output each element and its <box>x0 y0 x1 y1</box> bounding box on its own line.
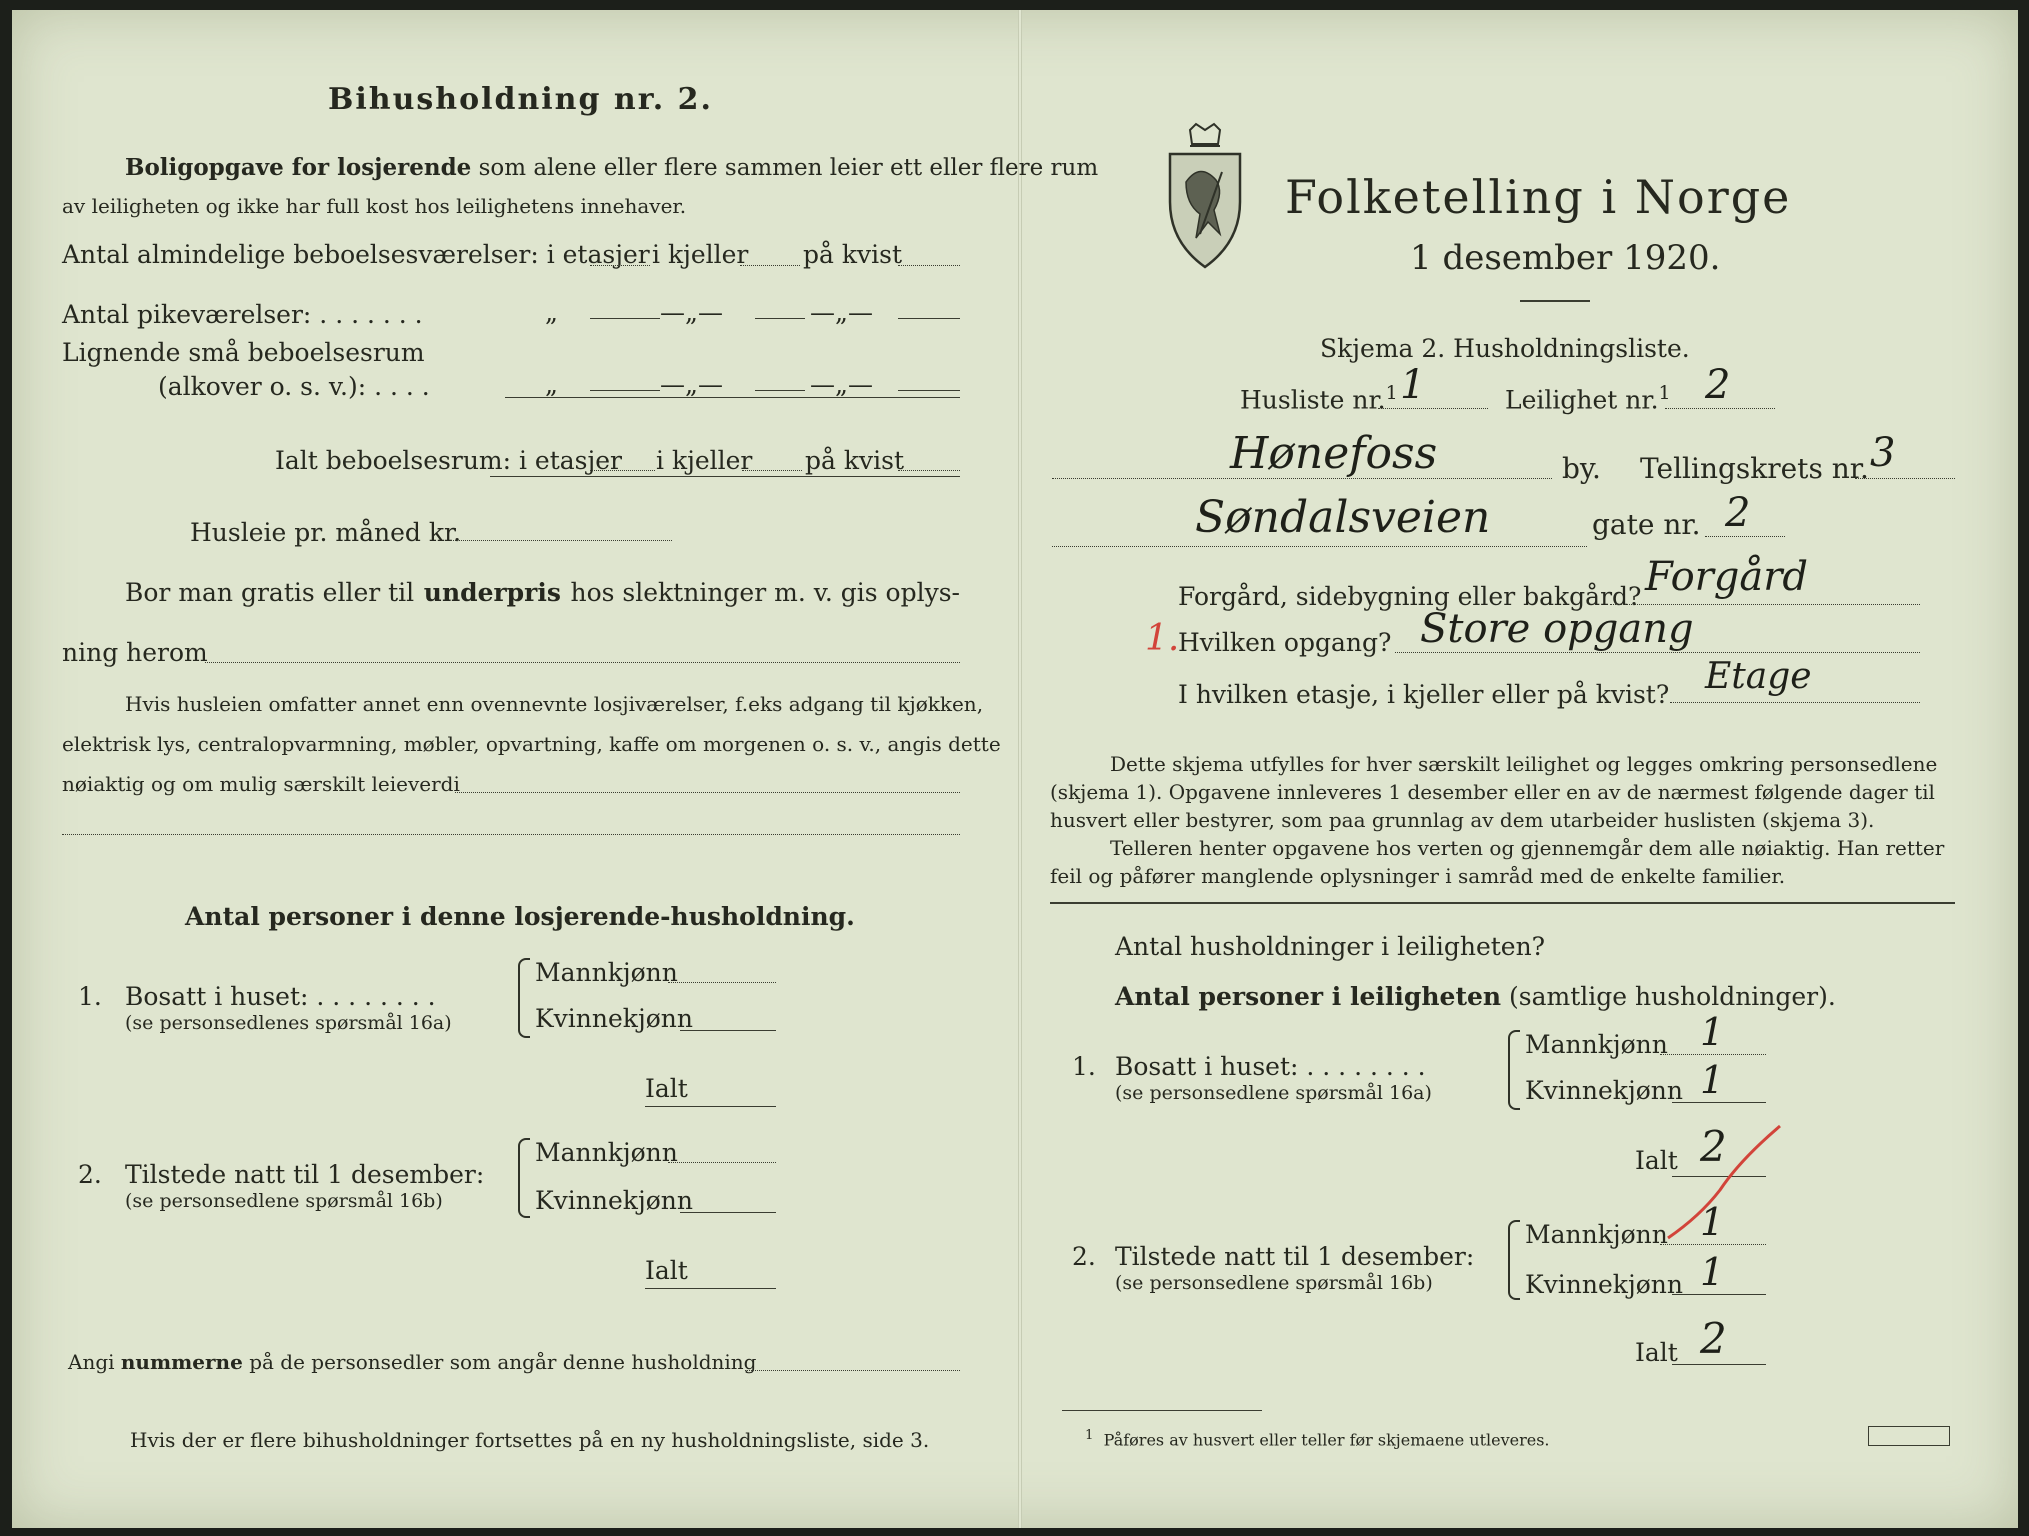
left-persons-heading: Antal personer i denne losjerende-husholdning. <box>185 902 855 931</box>
rooms-cellar-label: i kjeller <box>652 240 749 269</box>
house-list-value[interactable]: 1 <box>1400 362 1426 408</box>
right-q2-total-field <box>1672 1364 1766 1365</box>
street-number-value[interactable]: 2 <box>1725 490 1751 536</box>
maid-rooms-label: Antal pikeværelser: . . . . . . . <box>62 300 423 329</box>
right-q1-female-label: Kvinnekjønn <box>1525 1076 1683 1105</box>
right-q1-total-label: Ialt <box>1635 1146 1678 1175</box>
right-q1-number: 1. <box>1072 1052 1096 1081</box>
footnote-rule <box>1062 1410 1262 1411</box>
total-cellar-field[interactable] <box>742 470 802 471</box>
left-q2-total-field[interactable] <box>645 1288 776 1289</box>
right-q2-brace <box>1508 1220 1520 1300</box>
rooms-attic-field[interactable] <box>898 265 960 266</box>
left-q1-total-label: Ialt <box>645 1074 688 1103</box>
census-date: 1 desember 1920. <box>1410 238 1721 278</box>
left-q1-number: 1. <box>78 982 102 1011</box>
entrance-value[interactable]: Store opgang <box>1420 606 1694 652</box>
small-etasjer-field[interactable] <box>590 390 660 391</box>
left-q1-brace <box>518 958 530 1038</box>
building-value[interactable]: Forgård <box>1645 554 1808 600</box>
right-q2-female-label: Kvinnekjønn <box>1525 1270 1683 1299</box>
left-q2-label: Tilstede natt til 1 desember: <box>125 1160 485 1189</box>
right-q2-male-value[interactable]: 1 <box>1700 1200 1725 1244</box>
rooms-etasjer-field[interactable] <box>590 265 650 266</box>
district-value[interactable]: 3 <box>1870 430 1896 476</box>
building-label: Forgård, sidebygning eller bakgård? <box>1178 582 1642 611</box>
city-value[interactable]: Hønefoss <box>1230 428 1438 479</box>
includes-line-3: nøiaktig og om mulig særskilt leieverdi <box>62 772 460 796</box>
right-q1-male-value[interactable]: 1 <box>1700 1010 1725 1054</box>
red-check-mark-icon <box>1660 1120 1790 1240</box>
right-q2-male-label: Mannkjønn <box>1525 1220 1668 1249</box>
right-q1-female-value[interactable]: 1 <box>1700 1058 1725 1102</box>
total-rooms-underline <box>490 476 960 477</box>
rent-field[interactable] <box>450 540 672 541</box>
apartment-value[interactable]: 2 <box>1705 362 1731 408</box>
total-rooms-label: Ialt beboelsesrum: i etasjer <box>275 446 623 475</box>
includes-line-1: Hvis husleien omfatter annet enn ovennevnte losjiværelser, f.eks adgang til kjøkken, <box>125 692 984 716</box>
right-q2-number: 2. <box>1072 1242 1096 1271</box>
left-q2-male-field[interactable] <box>668 1162 776 1163</box>
maid-ditto-2: —„— <box>660 298 723 327</box>
small-rooms-label-1: Lignende små beboelsesrum <box>62 338 425 367</box>
building-field <box>1610 604 1920 605</box>
entrance-field <box>1395 652 1920 653</box>
total-attic-label: på kvist <box>805 446 904 475</box>
right-q2-total-value[interactable]: 2 <box>1700 1314 1727 1363</box>
total-cellar-label: i kjeller <box>656 446 753 475</box>
total-etasjer-field[interactable] <box>590 470 655 471</box>
intro-line-2: av leiligheten og ikke har full kost hos leilighetens innehaver. <box>62 194 687 218</box>
left-q2-brace <box>518 1138 530 1218</box>
red-pencil-mark: 1. <box>1145 618 1180 659</box>
right-q1-male-label: Mannkjønn <box>1525 1030 1668 1059</box>
maid-ditto-1: „ <box>545 298 558 327</box>
right-title: Folketelling i Norge <box>1285 170 1792 224</box>
floor-value[interactable]: Etage <box>1705 656 1812 697</box>
apartment-field <box>1665 408 1775 409</box>
free-line-1: Bor man gratis eller til underpris hos slektninger m. v. gis oplys- <box>125 578 960 607</box>
includes-field-1[interactable] <box>455 792 960 793</box>
left-q1-label: Bosatt i huset: . . . . . . . . <box>125 982 436 1011</box>
street-value[interactable]: Søndalsveien <box>1195 492 1491 543</box>
left-title: Bihusholdning nr. 2. <box>328 82 713 117</box>
city-label: by. <box>1562 452 1601 485</box>
house-list-field <box>1378 408 1488 409</box>
house-list-label: Husliste nr.$^1$ <box>1240 382 1398 415</box>
rooms-cellar-field[interactable] <box>740 265 800 266</box>
left-q2-total-label: Ialt <box>645 1256 688 1285</box>
footnote: $^1$ Påføres av husvert eller teller før skjemaene utleveres. <box>1085 1428 1550 1450</box>
left-q1-male-field[interactable] <box>668 982 776 983</box>
right-q1-brace <box>1508 1030 1520 1110</box>
small-attic-field[interactable] <box>898 390 960 391</box>
includes-field-2[interactable] <box>62 834 960 835</box>
left-q1-sub: (se personsedlenes spørsmål 16a) <box>125 1012 452 1034</box>
right-q1-sub: (se personsedlene spørsmål 16a) <box>1115 1082 1432 1104</box>
right-persons-heading: Antal personer i leiligheten (samtlige husholdninger). <box>1115 982 1836 1011</box>
section-rule <box>1050 902 1955 904</box>
maid-attic-field[interactable] <box>898 318 960 319</box>
numbers-line: Angi nummerne på de personsedler som angår denne husholdning <box>68 1350 757 1374</box>
small-ditto-2: —„— <box>660 370 723 399</box>
left-q1-female-field[interactable] <box>680 1030 776 1031</box>
left-q2-male-label: Mannkjønn <box>535 1138 678 1167</box>
right-q1-total-value[interactable]: 2 <box>1700 1122 1727 1171</box>
households-label: Antal husholdninger i leiligheten? <box>1115 932 1546 961</box>
small-rooms-underline <box>505 397 960 398</box>
right-q2-total-label: Ialt <box>1635 1338 1678 1367</box>
left-q1-male-label: Mannkjønn <box>535 958 678 987</box>
floor-label: I hvilken etasje, i kjeller eller på kvist? <box>1178 680 1670 709</box>
apartment-label: Leilighet nr.$^1$ <box>1505 382 1671 415</box>
right-q2-female-field <box>1672 1294 1766 1295</box>
rent-label: Husleie pr. måned kr. <box>190 518 462 547</box>
page-fold <box>1018 10 1022 1528</box>
street-label: gate nr. <box>1592 508 1701 541</box>
right-q1-label: Bosatt i huset: . . . . . . . . <box>1115 1052 1426 1081</box>
small-ditto-3: —„— <box>810 370 873 399</box>
right-q2-female-value[interactable]: 1 <box>1700 1250 1725 1294</box>
right-q2-male-field <box>1660 1244 1766 1245</box>
floor-field <box>1670 702 1920 703</box>
right-q2-label: Tilstede natt til 1 desember: <box>1115 1242 1475 1271</box>
maid-etasjer-field[interactable] <box>590 318 660 319</box>
norwegian-coat-of-arms-icon <box>1160 122 1250 272</box>
entrance-label: Hvilken opgang? <box>1178 628 1392 657</box>
maid-ditto-3: —„— <box>810 298 873 327</box>
left-q2-female-label: Kvinnekjønn <box>535 1186 693 1215</box>
rooms-label: Antal almindelige beboelsesværelser: i etasjer <box>62 240 650 269</box>
numbers-field[interactable] <box>745 1370 960 1371</box>
left-footer: Hvis der er flere bihusholdninger fortsettes på en ny husholdningsliste, side 3. <box>130 1428 930 1452</box>
title-rule <box>1520 300 1590 302</box>
small-cellar-field[interactable] <box>755 390 805 391</box>
left-q1-female-label: Kvinnekjønn <box>535 1004 693 1033</box>
small-ditto-1: „ <box>545 370 558 399</box>
left-q2-sub: (se personsedlene spørsmål 16b) <box>125 1190 443 1212</box>
free-field[interactable] <box>205 662 960 663</box>
right-q2-sub: (se personsedlene spørsmål 16b) <box>1115 1272 1433 1294</box>
street-number-field <box>1705 536 1785 537</box>
street-field <box>1052 546 1587 547</box>
right-q1-female-field <box>1672 1102 1766 1103</box>
city-field <box>1052 478 1552 479</box>
maid-cellar-field[interactable] <box>755 318 805 319</box>
printer-stamp <box>1868 1426 1950 1446</box>
district-field <box>1855 478 1955 479</box>
includes-line-2: elektrisk lys, centralopvarmning, møbler, opvartning, kaffe om morgenen o. s. v., angis dette <box>62 732 1001 756</box>
district-label: Tellingskrets nr. <box>1640 452 1869 485</box>
left-q1-total-field[interactable] <box>645 1106 776 1107</box>
form-name: Skjema 2. Husholdningsliste. <box>1320 334 1690 363</box>
intro-line-1: Boligopgave for losjerende som alene eller flere sammen leier ett eller flere rum <box>125 154 1099 181</box>
total-attic-field[interactable] <box>898 470 960 471</box>
right-q1-male-field <box>1660 1054 1766 1055</box>
left-q2-female-field[interactable] <box>680 1212 776 1213</box>
free-line-2: ning herom <box>62 638 208 667</box>
small-rooms-label-2: (alkover o. s. v.): . . . . <box>158 372 430 401</box>
instructions: Dette skjema utfylles for hver særskilt leilighet og legges omkring personsedlene (skjema 1). Opgavene innleveres 1 desember eller en av de nærmest følgende dager til husvert eller bestyrer, som paa grunnlag av dem utarbeider huslisten (skjema 3). Telleren henter opgavene hos verten og gjennemgår dem alle nøiaktig. Han retter feil og påfører manglende oplysninger i samråd med de enkelte familier. <box>1050 752 1945 888</box>
rooms-attic-label: på kvist <box>803 240 902 269</box>
left-q2-number: 2. <box>78 1160 102 1189</box>
